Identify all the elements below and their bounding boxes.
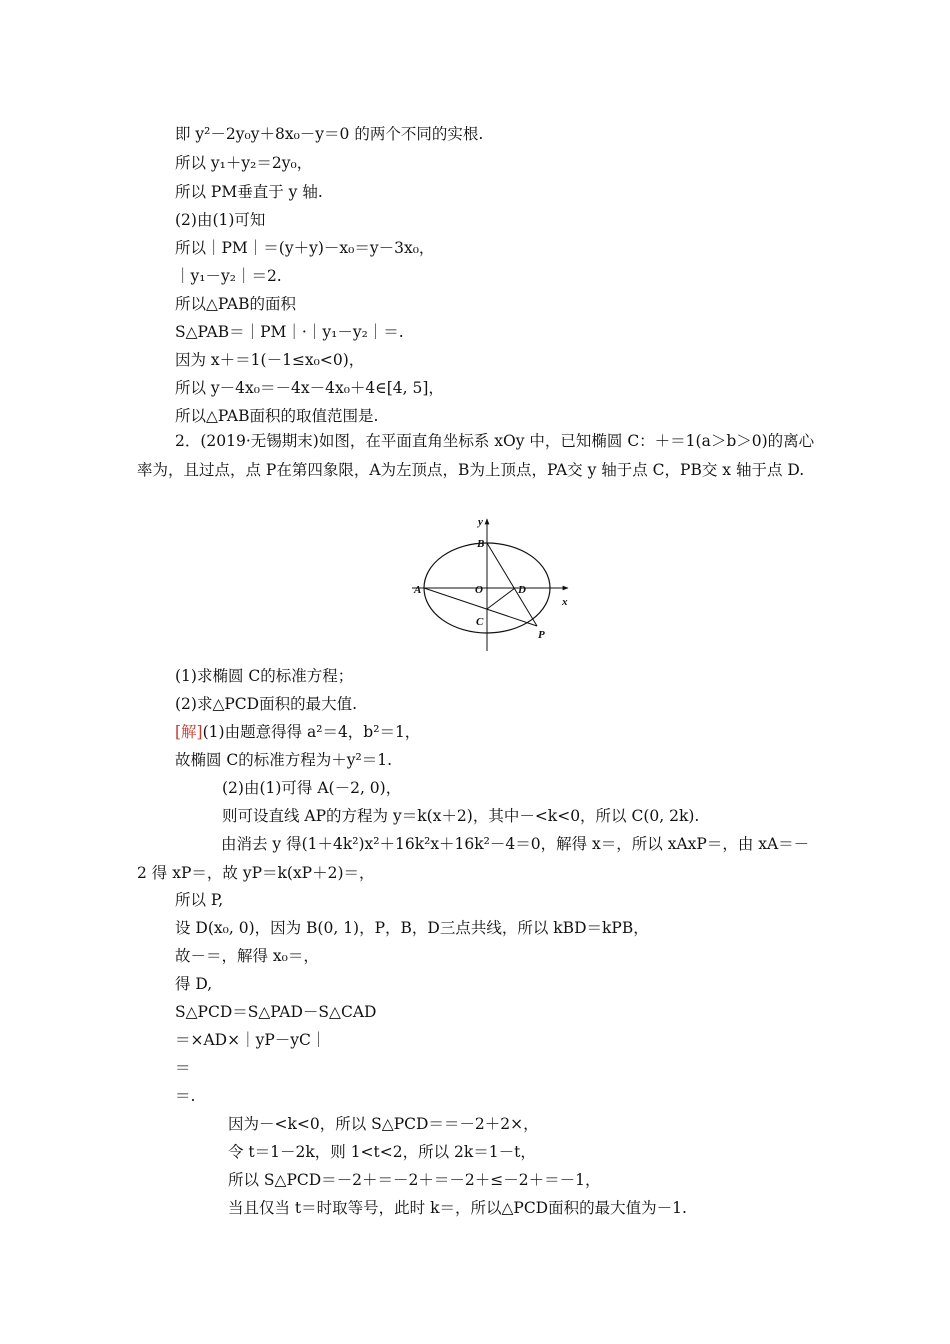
solution-line: 所以 y₁＋y₂＝2y₀， [175,154,313,172]
solution-line: 所以 S△PCD＝－2＋＝－2＋＝－2＋≤－2＋＝－1， [228,1171,601,1189]
solution-line: 则可设直线 AP的方程为 y＝k(x＋2)，其中－<k<0，所以 C(0, 2k). [222,807,700,825]
solution-line: (2)由(1)可知 [175,211,266,229]
solution-line: 所以 PM垂直于 y 轴. [175,183,323,201]
solution-line: 所以△PAB面积的取值范围是. [175,407,379,425]
solution-line: ＝×AD×｜yP－yC｜ [175,1031,327,1049]
solution-line: 当且仅当 t＝时取等号，此时 k＝，所以△PCD面积的最大值为－1. [228,1199,687,1217]
ellipse-figure [400,513,580,653]
solution-line: ＝. [175,1087,196,1105]
solution-line: ＝ [175,1059,191,1077]
solution-line: ｜y₁－y₂｜＝2. [175,267,282,285]
solution-line: 所以 y－4x₀＝－4x－4x₀＋4∈[4, 5]， [175,379,444,397]
label-c: C [476,616,484,628]
label-y: y [478,516,483,528]
solution-line: 即 y²－2y₀y＋8x₀－y＝0 的两个不同的实根. [175,125,484,143]
solution-line: S△PCD＝S△PAD－S△CAD [175,1003,377,1021]
solution-line: 故－＝，解得 x₀＝， [175,947,319,965]
solution-line [175,722,420,742]
label-x: x [562,596,568,608]
question-1: (1)求椭圆 C的标准方程； [175,667,354,685]
label-a: A [414,584,422,596]
question-2: (2)求△PCD面积的最大值. [175,695,358,713]
solution-line: 故椭圆 C的标准方程为＋y²＝1. [175,751,393,769]
solution-line: 令 t＝1－2k，则 1<t<2，所以 2k＝1－t， [228,1143,536,1161]
label-p: P [538,629,545,641]
problem-2-statement: 2．(2019·无锡期末)如图，在平面直角坐标系 xOy 中，已知椭圆 C：＋＝1(a＞b＞0)的离心率为，且过点，点 P在第四象限，A为左顶点，B为上顶点，PA交 y 轴于点 C，PB交 x 轴于点 D. [137,432,815,479]
solution-line: 所以 P, [175,891,224,909]
solution-line: 因为－<k<0，所以 S△PCD＝＝－2＋2×， [228,1115,539,1133]
solution-paragraph: 由消去 y 得(1＋4k²)x²＋16k²x＋16k²－4＝0，解得 x＝，所以 xAxP＝，由 xA＝－2 得 xP＝，故 yP＝k(xP＋2)＝， [137,835,810,882]
label-d: D [518,584,526,596]
solution-line: 设 D(x₀, 0)，因为 B(0, 1)，P，B，D三点共线，所以 kBD＝kPB， [175,919,649,937]
label-o: O [475,584,483,596]
solution-line: S△PAB＝｜PM｜·｜y₁－y₂｜＝. [175,323,404,341]
solution-line: 所以｜PM｜＝(y＋y)－x₀＝y－3x₀， [175,239,435,257]
solution-line: 因为 x＋＝1(－1≤x₀<0)， [175,351,365,369]
solution-text: (1)由题意得得 a²＝4，b²＝1， [202,723,421,741]
solution-tag: [解] [175,723,203,741]
solution-line: (2)由(1)可得 A(－2, 0)， [222,779,402,797]
solution-line: 所以△PAB的面积 [175,295,297,313]
solution-line: 得 D, [175,975,213,993]
label-b: B [477,538,485,550]
line-cd [487,588,515,609]
